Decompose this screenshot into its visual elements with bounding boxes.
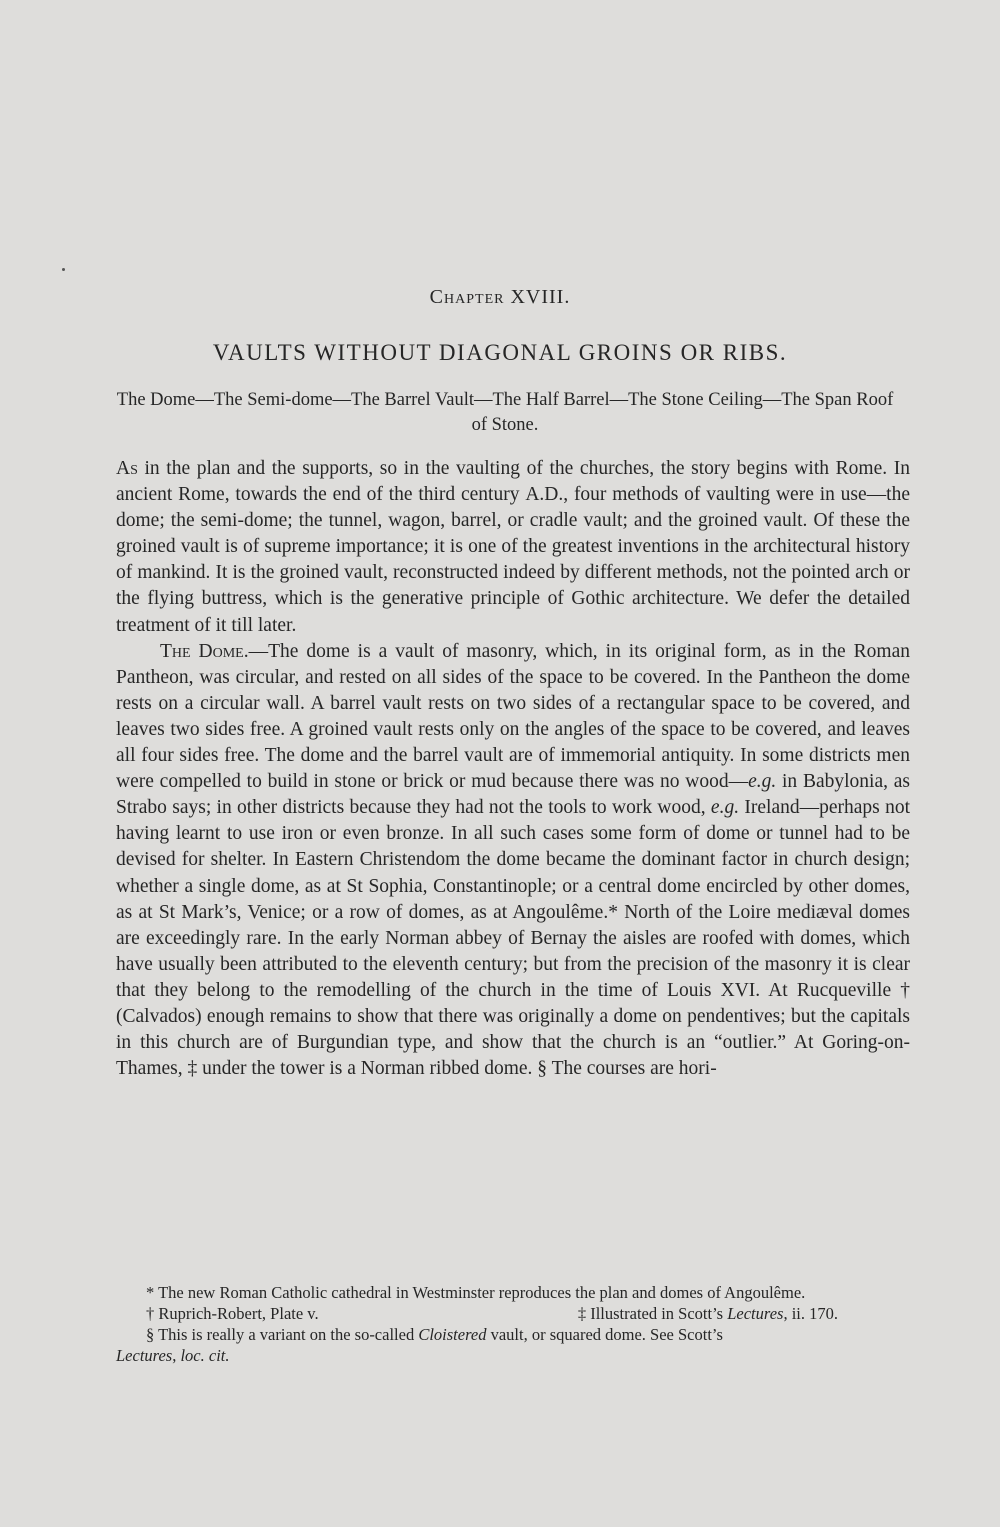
- intro-text-2: , four methods of vaulting were in use—the dome; the semi-dome; the tunnel, wagon, barrel, or cradle vault; and the groined vault. Of these the groined vault is of supreme importance; it is one of the greatest inventions in the architectural history of mankind. It is the groined vault, reconstructed indeed by different methods, not the pointed arch or the flying buttress, which is the generative principle of Gothic architecture. We defer the detailed treatment of it till later.: [116, 484, 911, 636]
- paragraph-dome: [116, 639, 910, 1083]
- dome-text-2: in Babylonia, as Strabo says; in other districts because they had not the tools to work wood,: [116, 771, 910, 819]
- footnote-4-pre: § This is really a variant on the so-called: [146, 1325, 419, 1344]
- footnotes: [116, 1282, 910, 1366]
- footnote-4-title: Lectures: [116, 1346, 173, 1365]
- footnote-3-title: Lectures: [727, 1304, 784, 1323]
- paragraph-intro: [116, 456, 910, 639]
- chapter-title: VAULTS WITHOUT DIAGONAL GROINS OR RIBS.: [212, 340, 788, 365]
- intro-text-1: in the plan and the supports, so in the vaulting of the churches, the story begins with Rome. In ancient Rome, towards the end of the third century: [116, 458, 910, 506]
- footnote-row-2-3: [116, 1303, 910, 1324]
- footnote-4-term: Cloistered: [418, 1325, 487, 1344]
- footnote-4-sep: ,: [172, 1346, 181, 1365]
- dome-text-1: —The dome is a vault of masonry, which, in its original form, as in the Roman Pantheon, was circular, and rested on all sides of the space to be covered. In the Pantheon the dome rests on a circular wall. A barrel vault rests on two sides of a rectangular space to be covered, and leaves two sides free. A groined vault rests only on the angles of the space to be covered, and leaves all four sides free. The dome and the barrel vault are of immemorial antiquity. In some districts men were compelled to build in stone or brick or mud because there was no wood—: [116, 640, 910, 793]
- footnote-4: [116, 1324, 910, 1345]
- chapter-subtitle: The Dome—The Semi-dome—The Barrel Vault—The Half Barrel—The Stone Ceiling—The Span Roof of Stone.: [116, 390, 894, 435]
- chapter-heading: Chapter XVIII.: [429, 286, 571, 308]
- dome-lead: The Dome.: [160, 640, 249, 662]
- footnote-4-post: vault, or squared dome. See Scott’s: [486, 1325, 723, 1344]
- intro-ad: A.D.: [525, 484, 564, 506]
- body-text: [116, 456, 910, 1082]
- footnote-4-locit: loc. cit.: [180, 1346, 230, 1365]
- footnote-1: * The new Roman Catholic cathedral in Westminster reproduces the plan and domes of Angoulême.: [146, 1283, 806, 1302]
- dome-eg-1: e.g.: [748, 771, 777, 793]
- footnote-3-pre: ‡ Illustrated in Scott’s: [577, 1304, 728, 1323]
- footnote-2: † Ruprich-Robert, Plate v.: [146, 1304, 319, 1323]
- intro-lead: As: [116, 458, 138, 479]
- dome-text-3: Ireland—perhaps not having learnt to use iron or even bronze. In all such cases some form of dome or tunnel had to be devised for shelter. In Eastern Christendom the dome became the dominant factor in church design; whether a single dome, as at St Sophia, Constantinople; or a central dome encircled by other domes, as at St Mark’s, Venice; or a row of domes, as at Angoulême.* North of the Loire mediæval domes are exceedingly rare. In the early Norman abbey of Bernay the aisles are roofed with domes, which have usually been attributed to the eleventh century; but from the precision of the masonry it is clear that they belong to the remodelling of the church in the time of Louis XVI. At Rucqueville † (Calvados) enough remains to show that there was originally a dome on pendentives; but the capitals in this church are of Burgundian type, and show that the church is an “outlier.” At Goring-on-Thames, ‡ under the tower is a Norman ribbed dome. § The courses are hori-: [116, 797, 910, 1080]
- footnote-3: [578, 1303, 874, 1324]
- page-speck: [62, 268, 65, 271]
- footnote-4-continued: [116, 1345, 910, 1366]
- dome-eg-2: e.g.: [710, 797, 740, 819]
- footnote-3-post: , ii. 170.: [783, 1304, 838, 1323]
